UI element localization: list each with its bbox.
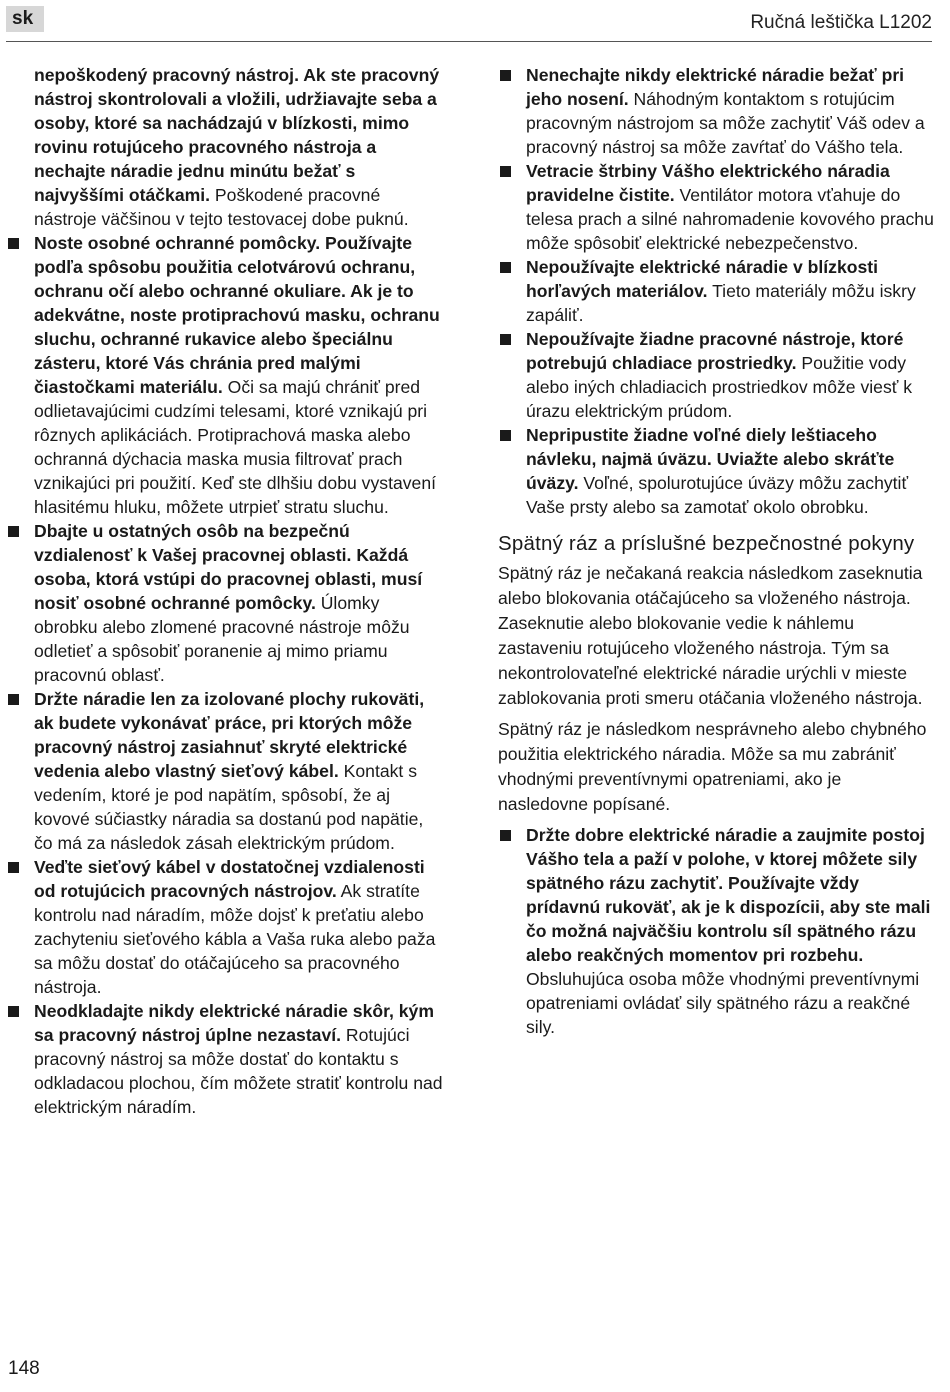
bullet-bold: Nepoužívajte elektrické náradie v blízkosti horľavých materiálov. bbox=[526, 257, 879, 301]
bullet-text: Kontakt s vedením, ktoré je pod napätím, spôsobí, že aj kovové súčiastky náradia sa dostanú pod napätie, čo má za následok zásah elektrickým prúdom. bbox=[34, 761, 424, 853]
bullet-text: Tieto materiály môžu iskry zapáliť. bbox=[526, 281, 916, 325]
bullet-text: Voľné, spolurotujúce úväzy môžu zachytiť Vaše prsty alebo sa zamotať okolo obrobku. bbox=[526, 473, 909, 517]
bullet-text: Obsluhujúca osoba môže vhodnými preventívnymi opatreniami ovládať sily spätného rázu a reakčné sily. bbox=[526, 969, 920, 1037]
bullet-bold: Neodkladajte nikdy elektrické náradie skôr, kým sa pracovný nástroj úplne nezastaví. bbox=[34, 1001, 434, 1045]
language-tab: sk bbox=[6, 6, 44, 32]
paragraph-bold: nepoškodený pracovný nástroj. Ak ste pracovný nástroj skontrolovali a vložili, udržiavajte seba a osoby, ktoré sa nachádzajú v blízkosti, mimo rovinu rotujúceho pracovného nástroja a nechajte náradie jednu minútu bežať s najvyššími otáčkami. bbox=[34, 65, 440, 205]
right-column bbox=[498, 63, 936, 1039]
bullet-item bbox=[526, 423, 936, 519]
bullet-item bbox=[526, 255, 936, 327]
bullet-text: Rotujúci pracovný nástroj sa môže dostať do kontaktu s odkladacou plochou, čím môžete stratiť kontrolu nad elektrickým náradím. bbox=[34, 1025, 443, 1117]
bullet-bold: Noste osobné ochranné pomôcky. Používajte podľa spôsobu použitia celotvárovú ochranu, ochranu očí alebo ochranné okuliare. Ak je to adekvátne, noste protiprachovú masku, ochranu sluchu, ochranné rukavice alebo špeciálnu zásteru, ktoré Vás chránia pred malými čiastočkami materiálu. bbox=[34, 233, 440, 397]
bullet-bold: Dbajte u ostatných osôb na bezpečnú vzdialenosť k Vašej pracovnej oblasti. Každá osoba, ktorá vstúpi do pracovnej oblasti, musí nosiť osobné ochranné pomôcky. bbox=[34, 521, 423, 613]
bullet-text: Použitie vody alebo iných chladiacich prostriedkov môže viesť k úrazu elektrickým prúdom. bbox=[526, 353, 913, 421]
bullet-item bbox=[34, 687, 446, 855]
bullet-bold: Držte náradie len za izolované plochy rukoväti, ak budete vykonávať práce, pri ktorých môže pracovný nástroj zasiahnuť skryté elektrické vedenia alebo vlastný sieťový kábel. bbox=[34, 689, 425, 781]
bullet-item bbox=[526, 327, 936, 423]
section-heading: Spätný ráz a príslušné bezpečnostné pokyny bbox=[498, 532, 915, 555]
bullet-item bbox=[34, 855, 446, 999]
bullet-text: Úlomky obrobku alebo zlomené pracovné nástroje môžu odletieť a spôsobiť poranenie aj mimo priamu pracovnú oblasť. bbox=[34, 593, 410, 685]
bullet-item bbox=[526, 63, 936, 159]
bullet-text: Náhodným kontaktom s rotujúcim pracovným nástrojom sa môže zachytiť Váš odev a pracovný nástroj sa môže zavŕtať do Vášho tela. bbox=[526, 89, 925, 157]
bullet-bold: Nepripustite žiadne voľné diely leštiaceho návleku, najmä úväzu. Uviažte alebo skráťte úväzy. bbox=[526, 425, 895, 493]
header-divider bbox=[6, 41, 932, 42]
bullet-item bbox=[526, 823, 936, 1039]
bullet-item bbox=[34, 519, 446, 687]
bullet-text: Ventilátor motora vťahuje do telesa prach a silné nahromadenie kovového prachu môže spôsobiť elektrické nebezpečenstvo. bbox=[526, 185, 934, 253]
left-column bbox=[34, 63, 446, 1119]
bullet-item bbox=[34, 231, 446, 519]
section-paragraph: Spätný ráz je nečakaná reakcia následkom zaseknutia alebo blokovania otáčajúceho sa vloženého nástroja. Zaseknutie alebo blokovanie vedie k náhlemu zastaveniu rotujúceho vloženého nástroja. Tým sa nekontrolovateľné elektrické náradie urýchli v mieste zablokovania proti smeru otáčania vloženého nástroja. bbox=[498, 563, 923, 708]
bullet-bold: Vetracie štrbiny Vášho elektrického náradia pravidelne čistite. bbox=[526, 161, 890, 205]
document-title: Ručná leštička L1202 bbox=[750, 12, 932, 33]
bullet-bold: Držte dobre elektrické náradie a zaujmite postoj Vášho tela a paží v polohe, v ktorej môžete sily spätného rázu zachytiť. Používajte vždy prídavnú rukoväť, ak je k dispozícii, aby ste mali čo možná najväčšiu kontrolu síl spätného rázu alebo reakčných momentov pri rozbehu. bbox=[526, 825, 931, 965]
page-number: 148 bbox=[8, 1358, 40, 1379]
paragraph-text: Poškodené pracovné nástroje väčšinou v tejto testovacej dobe puknú. bbox=[34, 185, 409, 229]
bullet-bold: Nepoužívajte žiadne pracovné nástroje, ktoré potrebujú chladiace prostriedky. bbox=[526, 329, 904, 373]
paragraph-continuation bbox=[34, 63, 446, 231]
bullet-item bbox=[526, 159, 936, 255]
section-paragraph: Spätný ráz je následkom nesprávneho alebo chybného použitia elektrického náradia. Môže sa mu zabrániť vhodnými preventívnymi opatreniami, ako je nasledovne popísané. bbox=[498, 719, 927, 814]
bullet-item bbox=[34, 999, 446, 1119]
bullet-text: Oči sa majú chrániť pred odlietavajúcimi cudzími telesami, ktoré vznikajú pri rôznych aplikáciách. Protiprachová maska alebo ochranná dýchacia maska musia filtrovať prach vznikajúci pri použití. Keď ste dlhšiu dobu vystavení hlasitému hluku, môžete utrpieť stratu sluchu. bbox=[34, 377, 436, 517]
bullet-text: Ak stratíte kontrolu nad náradím, môže dojsť k preťatiu alebo zachyteniu sieťového kábla a Vaša ruka alebo paža sa môžu dostať do otáčajúceho sa pracovného nástroja. bbox=[34, 881, 436, 997]
bullet-bold: Veďte sieťový kábel v dostatočnej vzdialenosti od rotujúcich pracovných nástrojov. bbox=[34, 857, 425, 901]
bullet-bold: Nenechajte nikdy elektrické náradie bežať pri jeho nosení. bbox=[526, 65, 905, 109]
